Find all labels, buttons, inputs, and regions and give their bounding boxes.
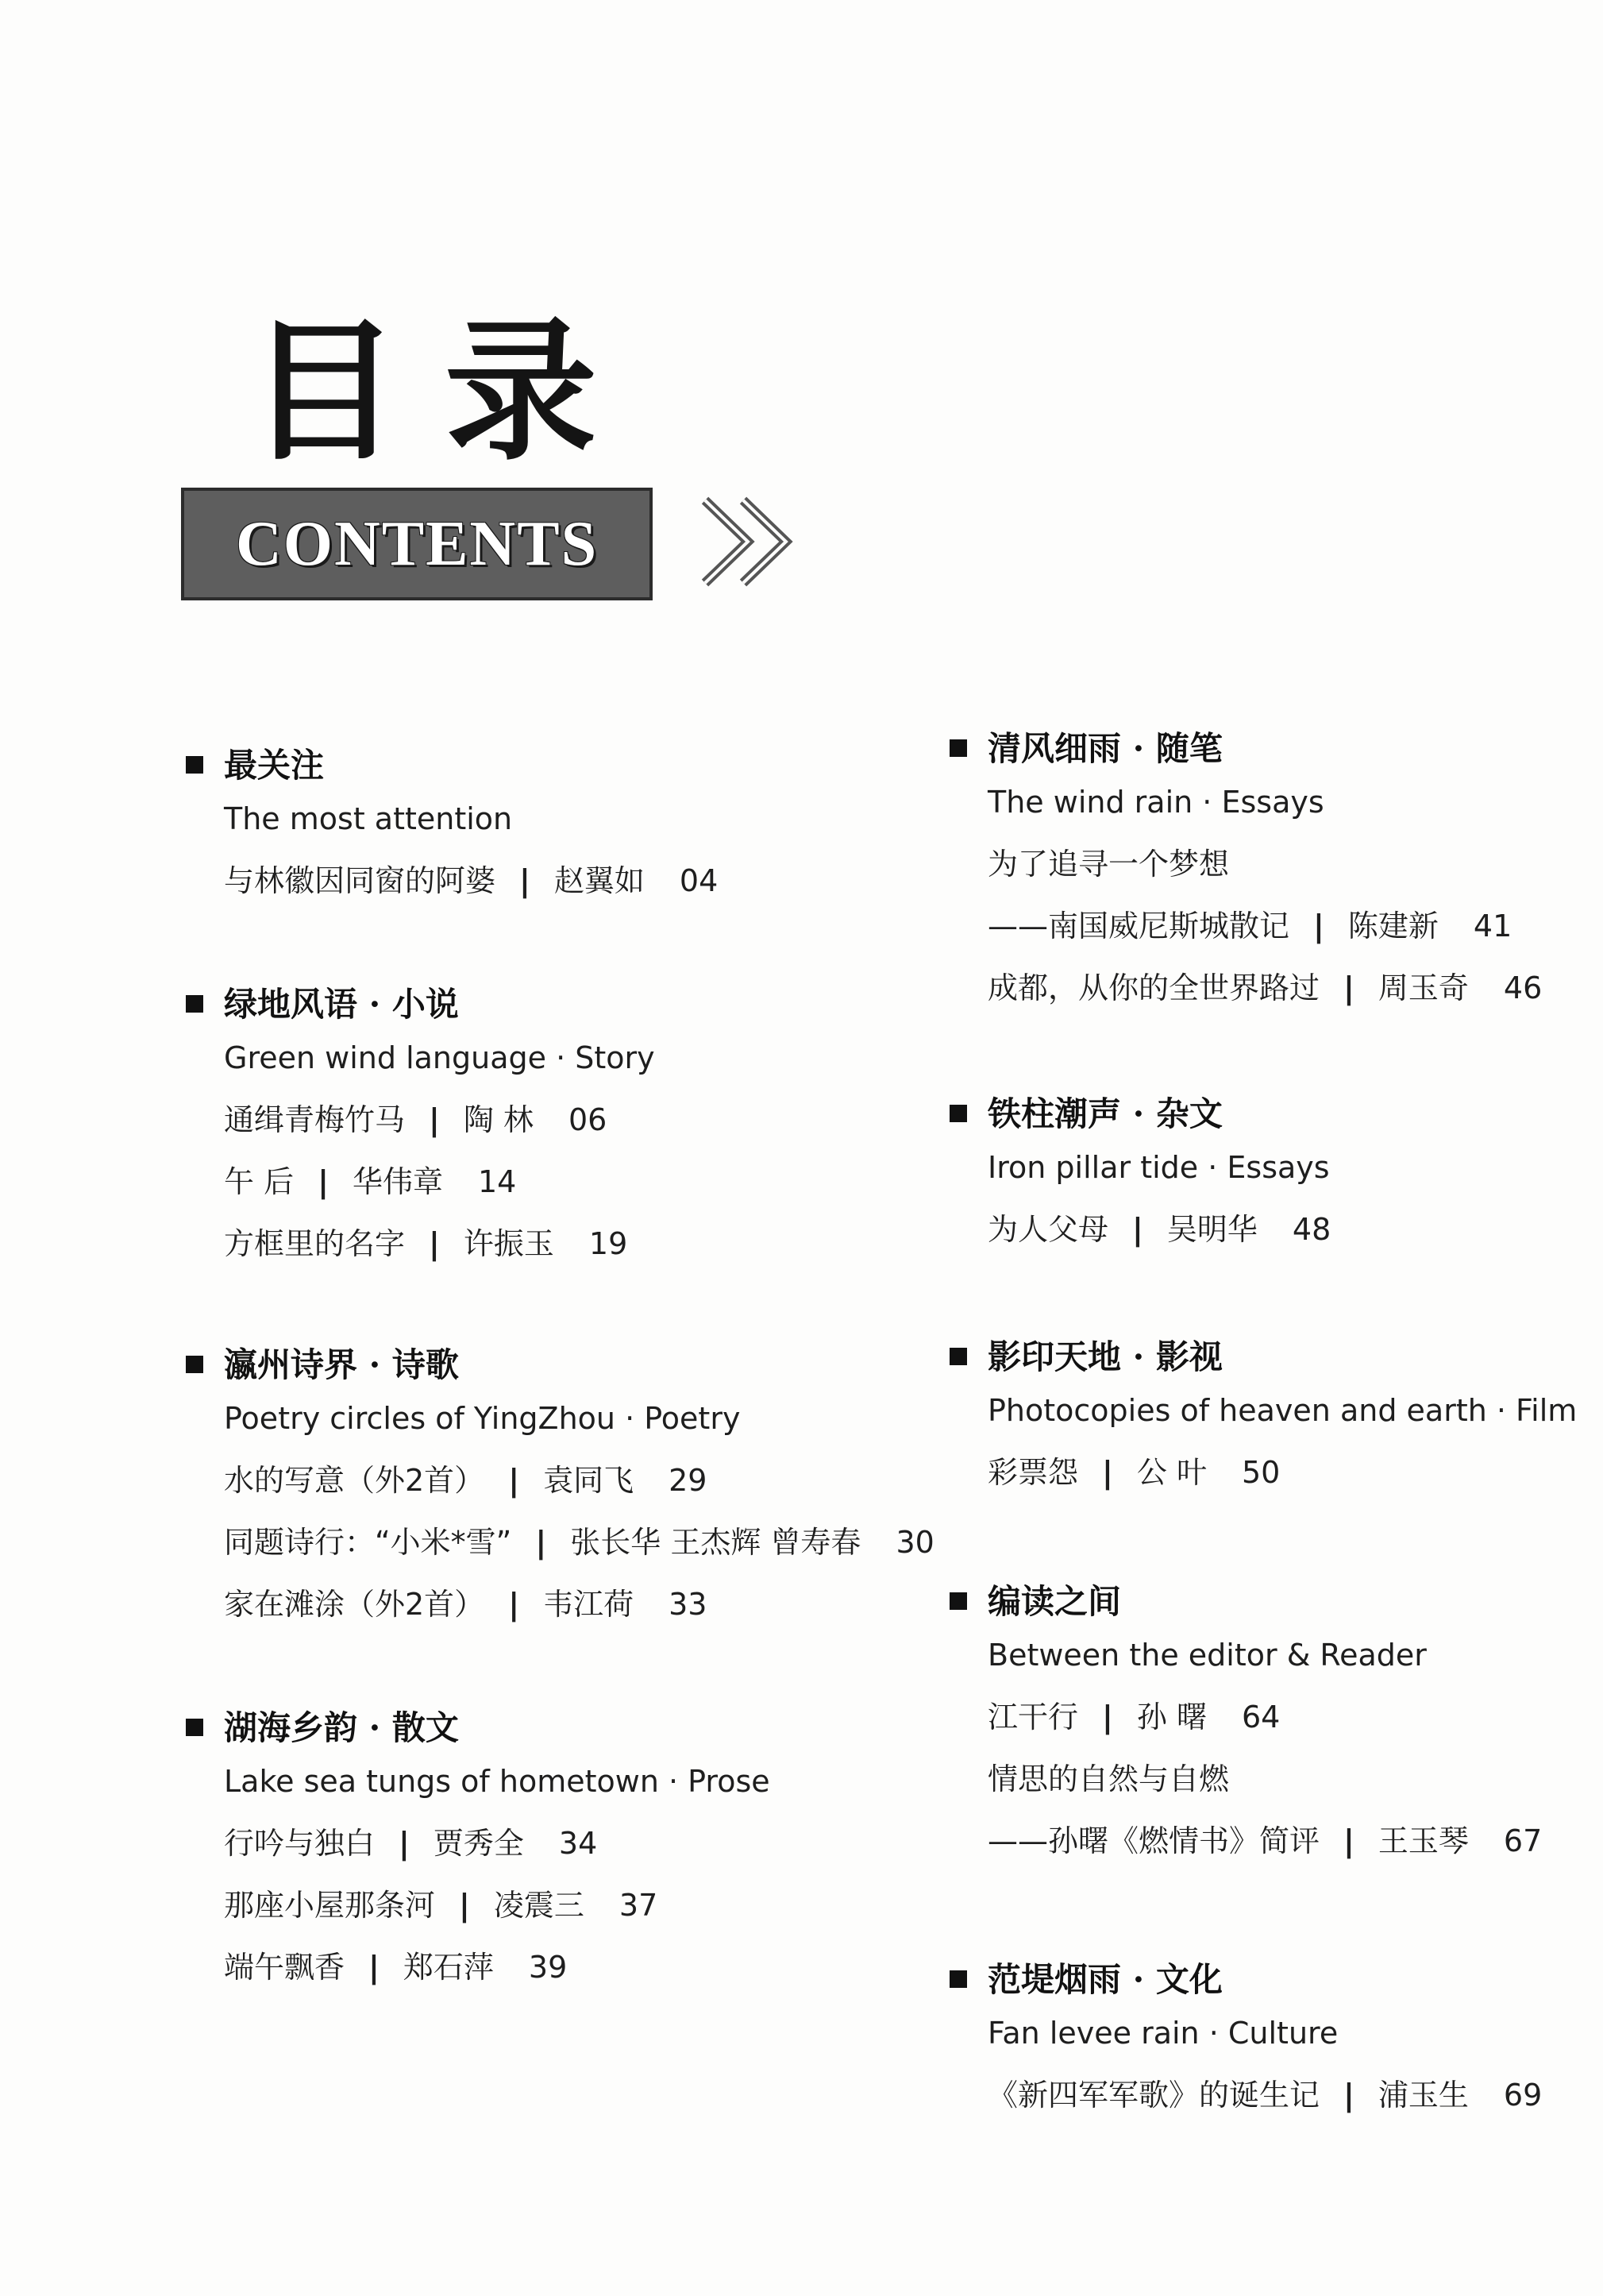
toc-entry[interactable] [224, 1585, 869, 1623]
entry-page-number: 41 [1473, 909, 1512, 943]
toc-entry[interactable] [988, 907, 1603, 945]
entry-page-number: 64 [1242, 1700, 1281, 1735]
entry-title: 同题诗行：“小米*雪” [224, 1525, 512, 1560]
section-title: 绿地风语 · 小说 [224, 985, 459, 1024]
entry-author: 华伟章 [352, 1164, 443, 1199]
square-bullet-icon [186, 1719, 203, 1736]
entry-author: 王玉琴 [1378, 1823, 1469, 1858]
entry-separator: | [429, 1102, 440, 1137]
square-bullet-icon [950, 739, 967, 757]
toc-entry[interactable] [224, 1163, 869, 1201]
square-bullet-icon [950, 1592, 967, 1610]
toc-entry[interactable] [224, 1824, 869, 1862]
section-english-title: The wind rain · Essays [988, 785, 1324, 820]
entry-author: 吴明华 [1166, 1212, 1258, 1247]
entry-title: ——南国威尼斯城散记 [988, 909, 1290, 943]
toc-section [186, 1342, 934, 1623]
contents-banner [181, 488, 653, 600]
section-english-title: Iron pillar tide · Essays [988, 1150, 1330, 1185]
toc-entry[interactable] [224, 1523, 934, 1561]
toc-section [950, 1957, 1603, 2114]
double-chevron-icon [699, 492, 802, 591]
toc-entry[interactable] [224, 1886, 869, 1924]
entry-separator: | [508, 1587, 520, 1622]
entry-page-number: 50 [1242, 1455, 1281, 1490]
entry-page-number: 34 [558, 1826, 598, 1861]
section-english-title: Photocopies of heaven and earth · Film [988, 1393, 1578, 1428]
section-title: 清风细雨 · 随笔 [988, 729, 1223, 768]
entry-separator: | [1132, 1212, 1143, 1247]
entry-author: 陈建新 [1347, 909, 1439, 943]
square-bullet-icon [186, 1356, 203, 1373]
entry-title: 通缉青梅竹马 [224, 1102, 406, 1137]
entry-title: 为人父母 [988, 1212, 1109, 1247]
entry-author: 郑石萍 [403, 1950, 494, 1985]
entry-title: 《新四军军歌》的诞生记 [988, 2078, 1320, 2113]
toc-entry[interactable] [988, 845, 1603, 883]
entry-page-number: 30 [896, 1525, 934, 1560]
page-title: 目录 [248, 303, 642, 481]
entry-author: 赵翼如 [553, 863, 645, 898]
entry-separator: | [1343, 1823, 1354, 1858]
entry-page-number: 67 [1503, 1823, 1543, 1858]
entry-title: 江干行 [988, 1700, 1079, 1735]
entry-separator: | [368, 1950, 380, 1985]
toc-entry[interactable] [224, 1101, 869, 1139]
entry-title: 家在滩涂（外2首） [224, 1587, 485, 1622]
entry-page-number: 04 [679, 863, 719, 898]
entry-separator: | [1313, 909, 1324, 943]
entry-page-number: 19 [588, 1226, 628, 1261]
entry-author: 孙 曙 [1136, 1700, 1207, 1735]
entry-title: 午 后 [224, 1164, 295, 1199]
section-header [950, 1957, 1603, 2006]
entry-separator: | [1102, 1700, 1113, 1735]
entry-page-number: 14 [478, 1164, 517, 1199]
section-header [950, 1091, 1603, 1140]
toc-entry[interactable] [988, 1760, 1603, 1798]
square-bullet-icon [186, 756, 203, 774]
entry-separator: | [459, 1888, 470, 1923]
entry-page-number: 33 [669, 1587, 707, 1622]
section-header [186, 1705, 869, 1754]
section-header [950, 1579, 1603, 1628]
entry-page-number: 48 [1292, 1212, 1331, 1247]
entry-title: 彩票怨 [988, 1455, 1079, 1490]
toc-entry[interactable] [988, 1453, 1603, 1491]
section-title: 瀛州诗界 · 诗歌 [224, 1345, 459, 1384]
toc-entry[interactable] [224, 1461, 869, 1499]
square-bullet-icon [950, 1970, 967, 1988]
toc-entry[interactable] [988, 1822, 1603, 1860]
entry-author: 韦江荷 [543, 1587, 634, 1622]
entry-title: 端午飘香 [224, 1950, 345, 1985]
entry-author: 许振玉 [463, 1226, 554, 1261]
entry-page-number: 37 [618, 1888, 658, 1923]
entry-separator: | [535, 1525, 547, 1560]
section-english-title: Lake sea tungs of hometown · Prose [224, 1764, 770, 1799]
toc-entry[interactable] [988, 2076, 1603, 2114]
section-header [186, 982, 869, 1031]
entry-page-number: 39 [528, 1950, 568, 1985]
section-english-title: Between the editor & Reader [988, 1638, 1427, 1673]
entry-title: 方框里的名字 [224, 1226, 406, 1261]
entry-title: 水的写意（外2首） [224, 1463, 485, 1498]
toc-section [186, 982, 869, 1263]
section-english-title: Fan levee rain · Culture [988, 2016, 1339, 2051]
square-bullet-icon [950, 1348, 967, 1365]
entry-separator: | [1343, 970, 1354, 1005]
entry-page-number: 06 [568, 1102, 607, 1137]
section-english-title: The most attention [224, 801, 513, 836]
square-bullet-icon [950, 1105, 967, 1122]
entry-title: 成都，从你的全世界路过 [988, 970, 1320, 1005]
toc-entry[interactable] [224, 862, 869, 900]
entry-page-number: 29 [669, 1463, 707, 1498]
entry-author: 陶 林 [463, 1102, 534, 1137]
section-english-title: Green wind language · Story [224, 1040, 655, 1075]
toc-section [950, 1091, 1603, 1248]
entry-separator: | [1102, 1455, 1113, 1490]
section-header [950, 726, 1603, 775]
section-title: 范堤烟雨 · 文化 [988, 1960, 1223, 1999]
entry-author: 张长华 王杰辉 曾寿春 [570, 1525, 861, 1560]
entry-author: 公 叶 [1136, 1455, 1207, 1490]
entry-separator: | [399, 1826, 410, 1861]
toc-entry[interactable] [988, 1210, 1603, 1248]
section-header [186, 1342, 869, 1391]
section-english-title: Poetry circles of YingZhou · Poetry [224, 1401, 741, 1436]
entry-title: 那座小屋那条河 [224, 1888, 436, 1923]
entry-title: 与林徽因同窗的阿婆 [224, 863, 496, 898]
toc-entry[interactable] [988, 969, 1603, 1007]
section-title: 铁柱潮声 · 杂文 [988, 1094, 1223, 1133]
entry-separator: | [519, 863, 530, 898]
entry-page-number: 69 [1503, 2078, 1543, 2113]
section-title: 编读之间 [988, 1582, 1122, 1621]
section-header [950, 1334, 1603, 1383]
toc-entry[interactable] [224, 1225, 869, 1263]
entry-separator: | [318, 1164, 329, 1199]
section-title: 最关注 [224, 746, 325, 785]
toc-entry[interactable] [224, 1948, 869, 1986]
toc-entry[interactable] [988, 1698, 1603, 1736]
contents-label: CONTENTS [235, 508, 599, 579]
entry-separator: | [508, 1463, 520, 1498]
entry-author: 周玉奇 [1378, 970, 1469, 1005]
entry-title: ——孙曙《燃情书》简评 [988, 1823, 1320, 1858]
entry-title: 情思的自然与自燃 [988, 1762, 1230, 1796]
toc-section [186, 1705, 869, 1986]
section-title: 影印天地 · 影视 [988, 1337, 1223, 1376]
toc-section [186, 743, 869, 900]
entry-title: 为了追寻一个梦想 [988, 847, 1230, 882]
entry-author: 袁同飞 [543, 1463, 634, 1498]
section-header [186, 743, 869, 792]
entry-author: 凌震三 [493, 1888, 584, 1923]
entry-title: 行吟与独白 [224, 1826, 376, 1861]
entry-author: 浦玉生 [1378, 2078, 1469, 2113]
entry-author: 贾秀全 [433, 1826, 524, 1861]
square-bullet-icon [186, 995, 203, 1013]
entry-page-number: 46 [1503, 970, 1543, 1005]
entry-separator: | [429, 1226, 440, 1261]
toc-section [950, 1334, 1603, 1491]
section-title: 湖海乡韵 · 散文 [224, 1708, 459, 1747]
entry-separator: | [1343, 2078, 1354, 2113]
toc-section [950, 1579, 1603, 1860]
toc-section [950, 726, 1603, 1007]
